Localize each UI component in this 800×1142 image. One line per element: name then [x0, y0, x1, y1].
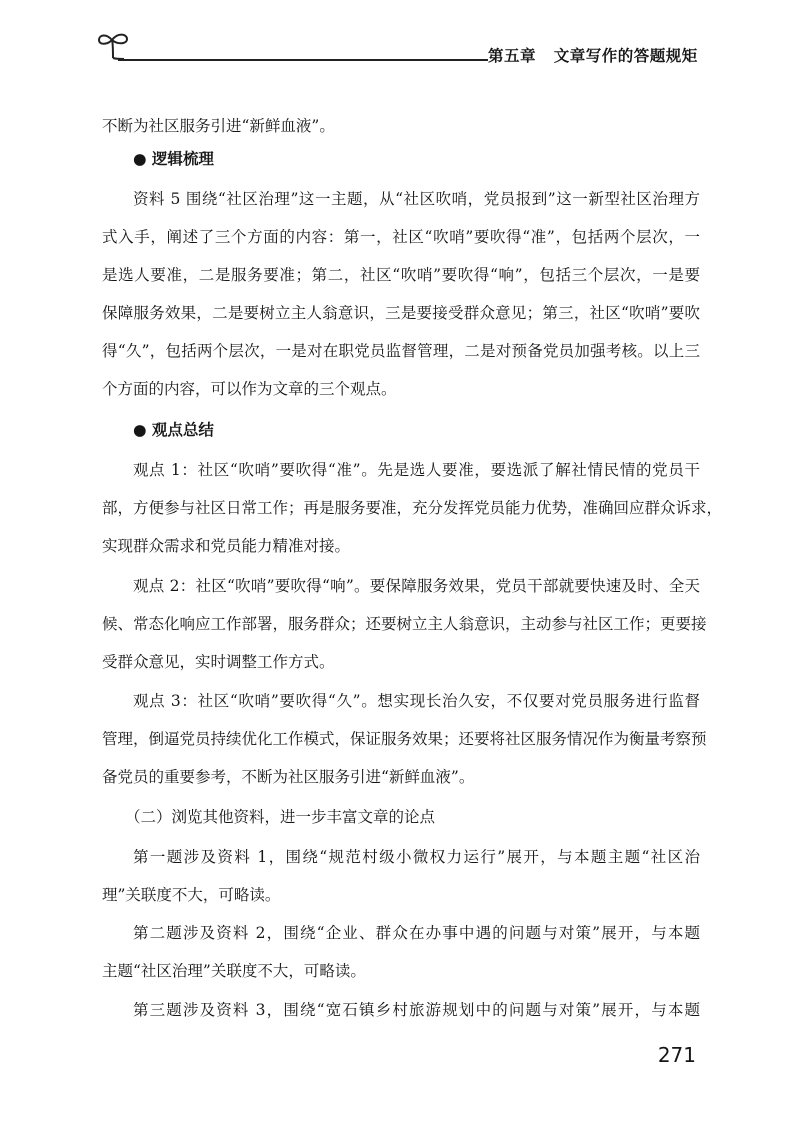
- body-line: 保障服务效果，二是要树立主人翁意识，三是要接受群众意见；第三，社区“吹哨”要吹: [102, 304, 700, 322]
- body-line: 实现群众需求和党员能力精准对接。: [102, 537, 351, 555]
- body-line: 理”关联度不大，可略读。: [102, 886, 281, 904]
- header-rule: [118, 59, 488, 61]
- body-line: 管理，倒逼党员持续优化工作模式，保证服务效果；还要将社区服务情况作为衡量考察预: [102, 730, 707, 748]
- body-line: 第二题涉及资料 2，围绕“企业、群众在办事中遇的问题与对策”展开，与本题: [133, 924, 700, 942]
- body-line: 主题“社区治理”关联度不大，可略读。: [102, 962, 366, 980]
- chapter-title: 第五章 文章写作的答题规矩: [488, 47, 698, 65]
- sprout-icon: [96, 30, 130, 60]
- body-line: 第一题涉及资料 1，围绕“规范村级小微权力运行”展开，与本题主题“社区治: [133, 848, 700, 866]
- body-line: 观点 1：社区“吹哨”要吹得“准”。先是选人要准，要选派了解社情民情的党员干: [133, 461, 700, 479]
- body-line: 不断为社区服务引进“新鲜血液”。: [102, 117, 335, 135]
- body-line: 观点 2：社区“吹哨”要吹得“响”。要保障服务效果，党员干部就要快速及时、全天: [133, 577, 700, 595]
- body-line: 部，方便参与社区日常工作；再是服务要准，充分发挥党员能力优势，准确回应群众诉求，: [102, 499, 723, 517]
- body-line: 资料 5 围绕“社区治理”这一主题，从“社区吹哨，党员报到”这一新型社区治理方: [133, 190, 700, 208]
- page-number: 271: [657, 1043, 696, 1067]
- body-line: 候、常态化响应工作部署，服务群众；还要树立主人翁意识，主动参与社区工作；更要接: [102, 615, 707, 633]
- body-line: 得“久”，包括两个层次，一是对在职党员监督管理，二是对预备党员加强考核。以上三: [102, 342, 700, 360]
- body-line: 式入手，阐述了三个方面的内容：第一，社区“吹哨”要吹得“准”，包括两个层次，一: [102, 228, 700, 246]
- section-heading-two: （二）浏览其他资料，进一步丰富文章的论点: [125, 808, 436, 826]
- section-heading-logic: ● 逻辑梳理: [133, 150, 214, 168]
- body-line: 第三题涉及资料 3，围绕“宽石镇乡村旅游规划中的问题与对策”展开，与本题: [133, 1001, 700, 1019]
- body-line: 个方面的内容，可以作为文章的三个观点。: [102, 380, 397, 398]
- body-line: 备党员的重要参考，不断为社区服务引进“新鲜血液”。: [102, 768, 475, 786]
- body-line: 是选人要准，二是服务要准；第二，社区“吹哨”要吹得“响”，包括三个层次，一是要: [102, 266, 700, 284]
- body-line: 观点 3：社区“吹哨”要吹得“久”。想实现长治久安，不仅要对党员服务进行监督: [133, 692, 700, 710]
- section-heading-summary: ● 观点总结: [133, 421, 214, 439]
- body-line: 受群众意见，实时调整工作方式。: [102, 653, 335, 671]
